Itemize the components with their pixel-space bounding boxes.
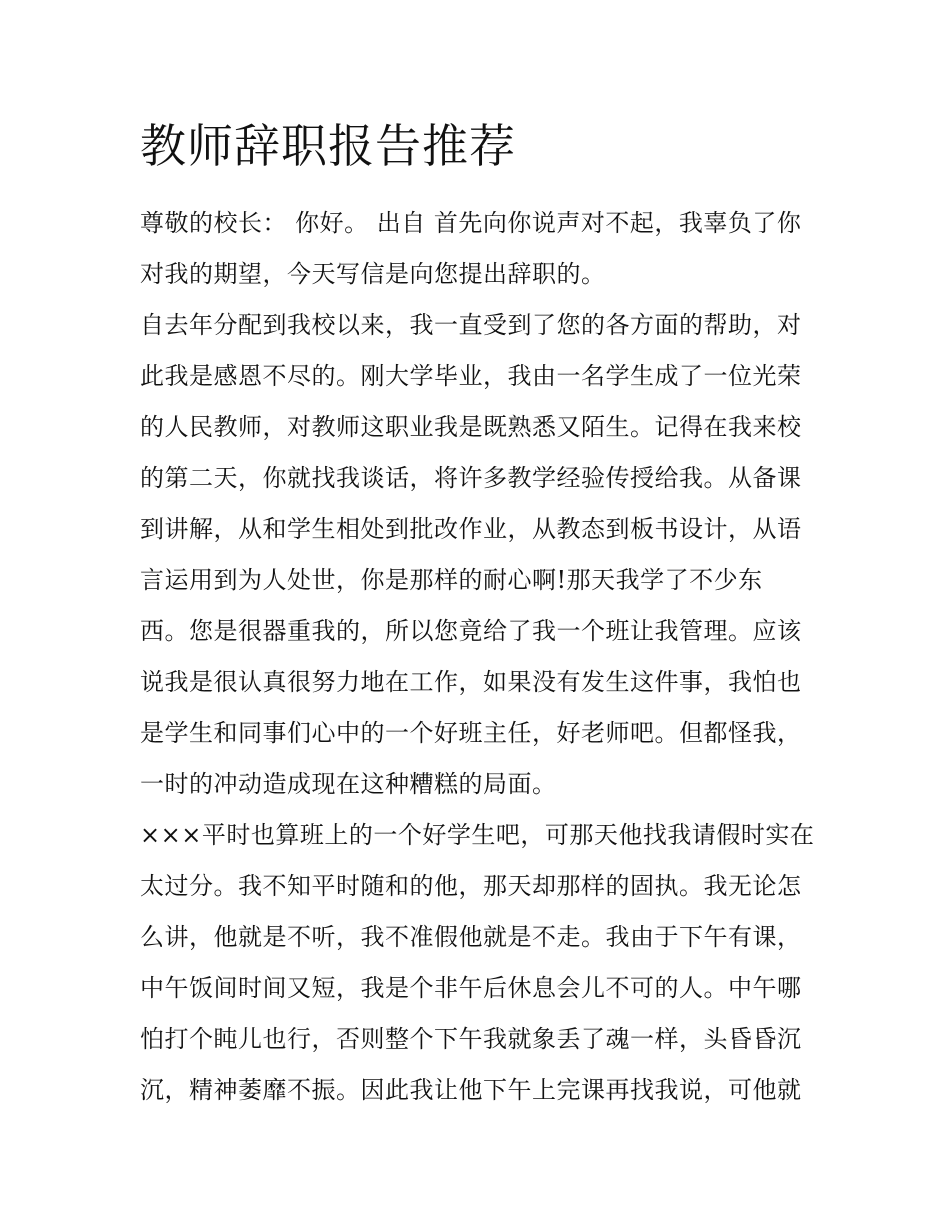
document-body [140,198,820,1116]
body-line: 是学生和同事们心中的一个好班主任，好老师吧。但都怪我， [140,719,802,747]
body-line: 尊敬的校长： 你好。 出自 首先向你说声对不起，我辜负了你 [140,209,802,237]
body-line: 的第二天，你就找我谈话，将许多教学经验传授给我。从备课 [140,464,802,492]
body-line: 的人民教师，对教师这职业我是既熟悉又陌生。记得在我来校 [140,413,802,441]
body-line: 么讲，他就是不听，我不准假他就是不走。我由于下午有课， [140,923,802,951]
body-line: 言运用到为人处世，你是那样的耐心啊!那天我学了不少东 [140,566,763,594]
document-title: 教师辞职报告推荐 [140,119,516,173]
body-line: 一时的冲动造成现在这种糟糕的局面。 [140,770,557,798]
body-line: 中午饭间时间又短，我是个非午后休息会儿不可的人。中午哪 [140,974,802,1002]
body-line: 西。您是很器重我的，所以您竟给了我一个班让我管理。应该 [140,617,802,645]
body-line: 此我是感恩不尽的。刚大学毕业，我由一名学生成了一位光荣 [140,362,802,390]
body-line: ×××平时也算班上的一个好学生吧，可那天他找我请假时实在 [140,821,815,849]
body-line: 太过分。我不知平时随和的他，那天却那样的固执。我无论怎 [140,872,802,900]
body-line: 自去年分配到我校以来，我一直受到了您的各方面的帮助，对 [140,311,802,339]
body-line: 到讲解，从和学生相处到批改作业，从教态到板书设计，从语 [140,515,802,543]
body-line: 沉，精神萎靡不振。因此我让他下午上完课再找我说，可他就 [140,1076,802,1104]
body-line: 对我的期望，今天写信是向您提出辞职的。 [140,260,606,288]
body-line: 说我是很认真很努力地在工作，如果没有发生这件事，我怕也 [140,668,802,696]
body-line: 怕打个盹儿也行，否则整个下午我就象丢了魂一样，头昏昏沉 [140,1025,802,1053]
